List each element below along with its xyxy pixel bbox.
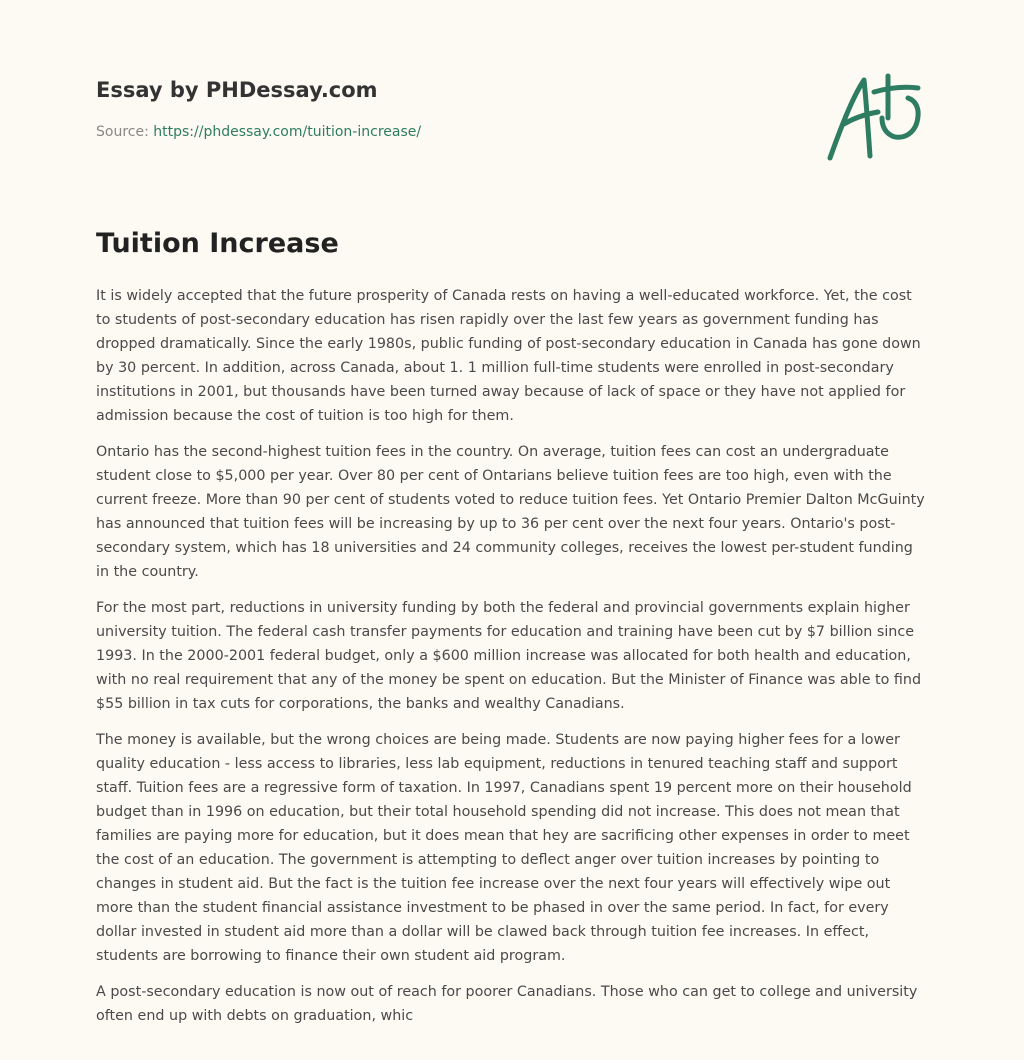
paragraph: Ontario has the second-highest tuition fees in the country. On average, tuition fees can cost an undergraduate student close to $5,000 per year. Over 80 per cent of Ontarians believe tuition fees are too high, even with the current freeze. More than 90 per cent of students voted to reduce tuition fees. Yet Ontario Premier Dalton McGuinty has announced that tuition fees will be increasing by up to 36 per cent over the next four years. Ontario's post-secondary system, which has 18 universities and 24 community colleges, receives the lowest per-student funding in the country. (96, 444, 925, 580)
paragraph: The money is available, but the wrong choices are being made. Students are now paying higher fees for a lower quality education - less access to libraries, less lab equipment, reductions in tenured teaching staff and support staff. Tuition fees are a regressive form of taxation. In 1997, Canadians spent 19 percent more on their household budget than in 1996 on education, but their total household spending did not increase. This does not mean that families are paying more for education, but it does mean that hey are sacrificing other expenses in order to meet the cost of an education. The government is attempting to deflect anger over tuition increases by pointing to changes in student aid. But the fact is the tuition fee increase over the next four years will effectively wipe out more than the student financial assistance investment to be phased in over the same period. In fact, for every dollar invested in student aid more than a dollar will be clawed back through tuition fee increases. In effect, students are borrowing to finance their own student aid program. (96, 732, 912, 964)
source-line (96, 122, 928, 142)
site-brand: Essay by PHDessay.com (96, 78, 378, 102)
essay-header (96, 76, 928, 142)
paragraph: A post-secondary education is now out of reach for poorer Canadians. Those who can get to college and university often end up with debts on graduation, whic (96, 984, 918, 1024)
source-link[interactable]: https://phdessay.com/tuition-increase/ (153, 124, 422, 140)
essay-title: Tuition Increase (96, 228, 339, 259)
source-label: Source: (96, 124, 154, 140)
essay-body (96, 284, 930, 1040)
a-plus-logo-icon (822, 68, 930, 164)
paragraph: For the most part, reductions in university funding by both the federal and provincial governments explain higher university tuition. The federal cash transfer payments for education and training have been cut by $7 billion since 1993. In the 2000-2001 federal budget, only a $600 million increase was allocated for both health and education, with no real requirement that any of the money be spent on education. But the Minister of Finance was able to find $55 billion in tax cuts for corporations, the banks and wealthy Canadians. (96, 600, 922, 712)
paragraph: It is widely accepted that the future prosperity of Canada rests on having a well-educated workforce. Yet, the cost to students of post-secondary education has risen rapidly over the last few years as government funding has dropped dramatically. Since the early 1980s, public funding of post-secondary education in Canada has gone down by 30 percent. In addition, across Canada, about 1. 1 million full-time students were enrolled in post-secondary institutions in 2001, but thousands have been turned away because of lack of space or they have not applied for admission because the cost of tuition is too high for them. (96, 288, 921, 424)
